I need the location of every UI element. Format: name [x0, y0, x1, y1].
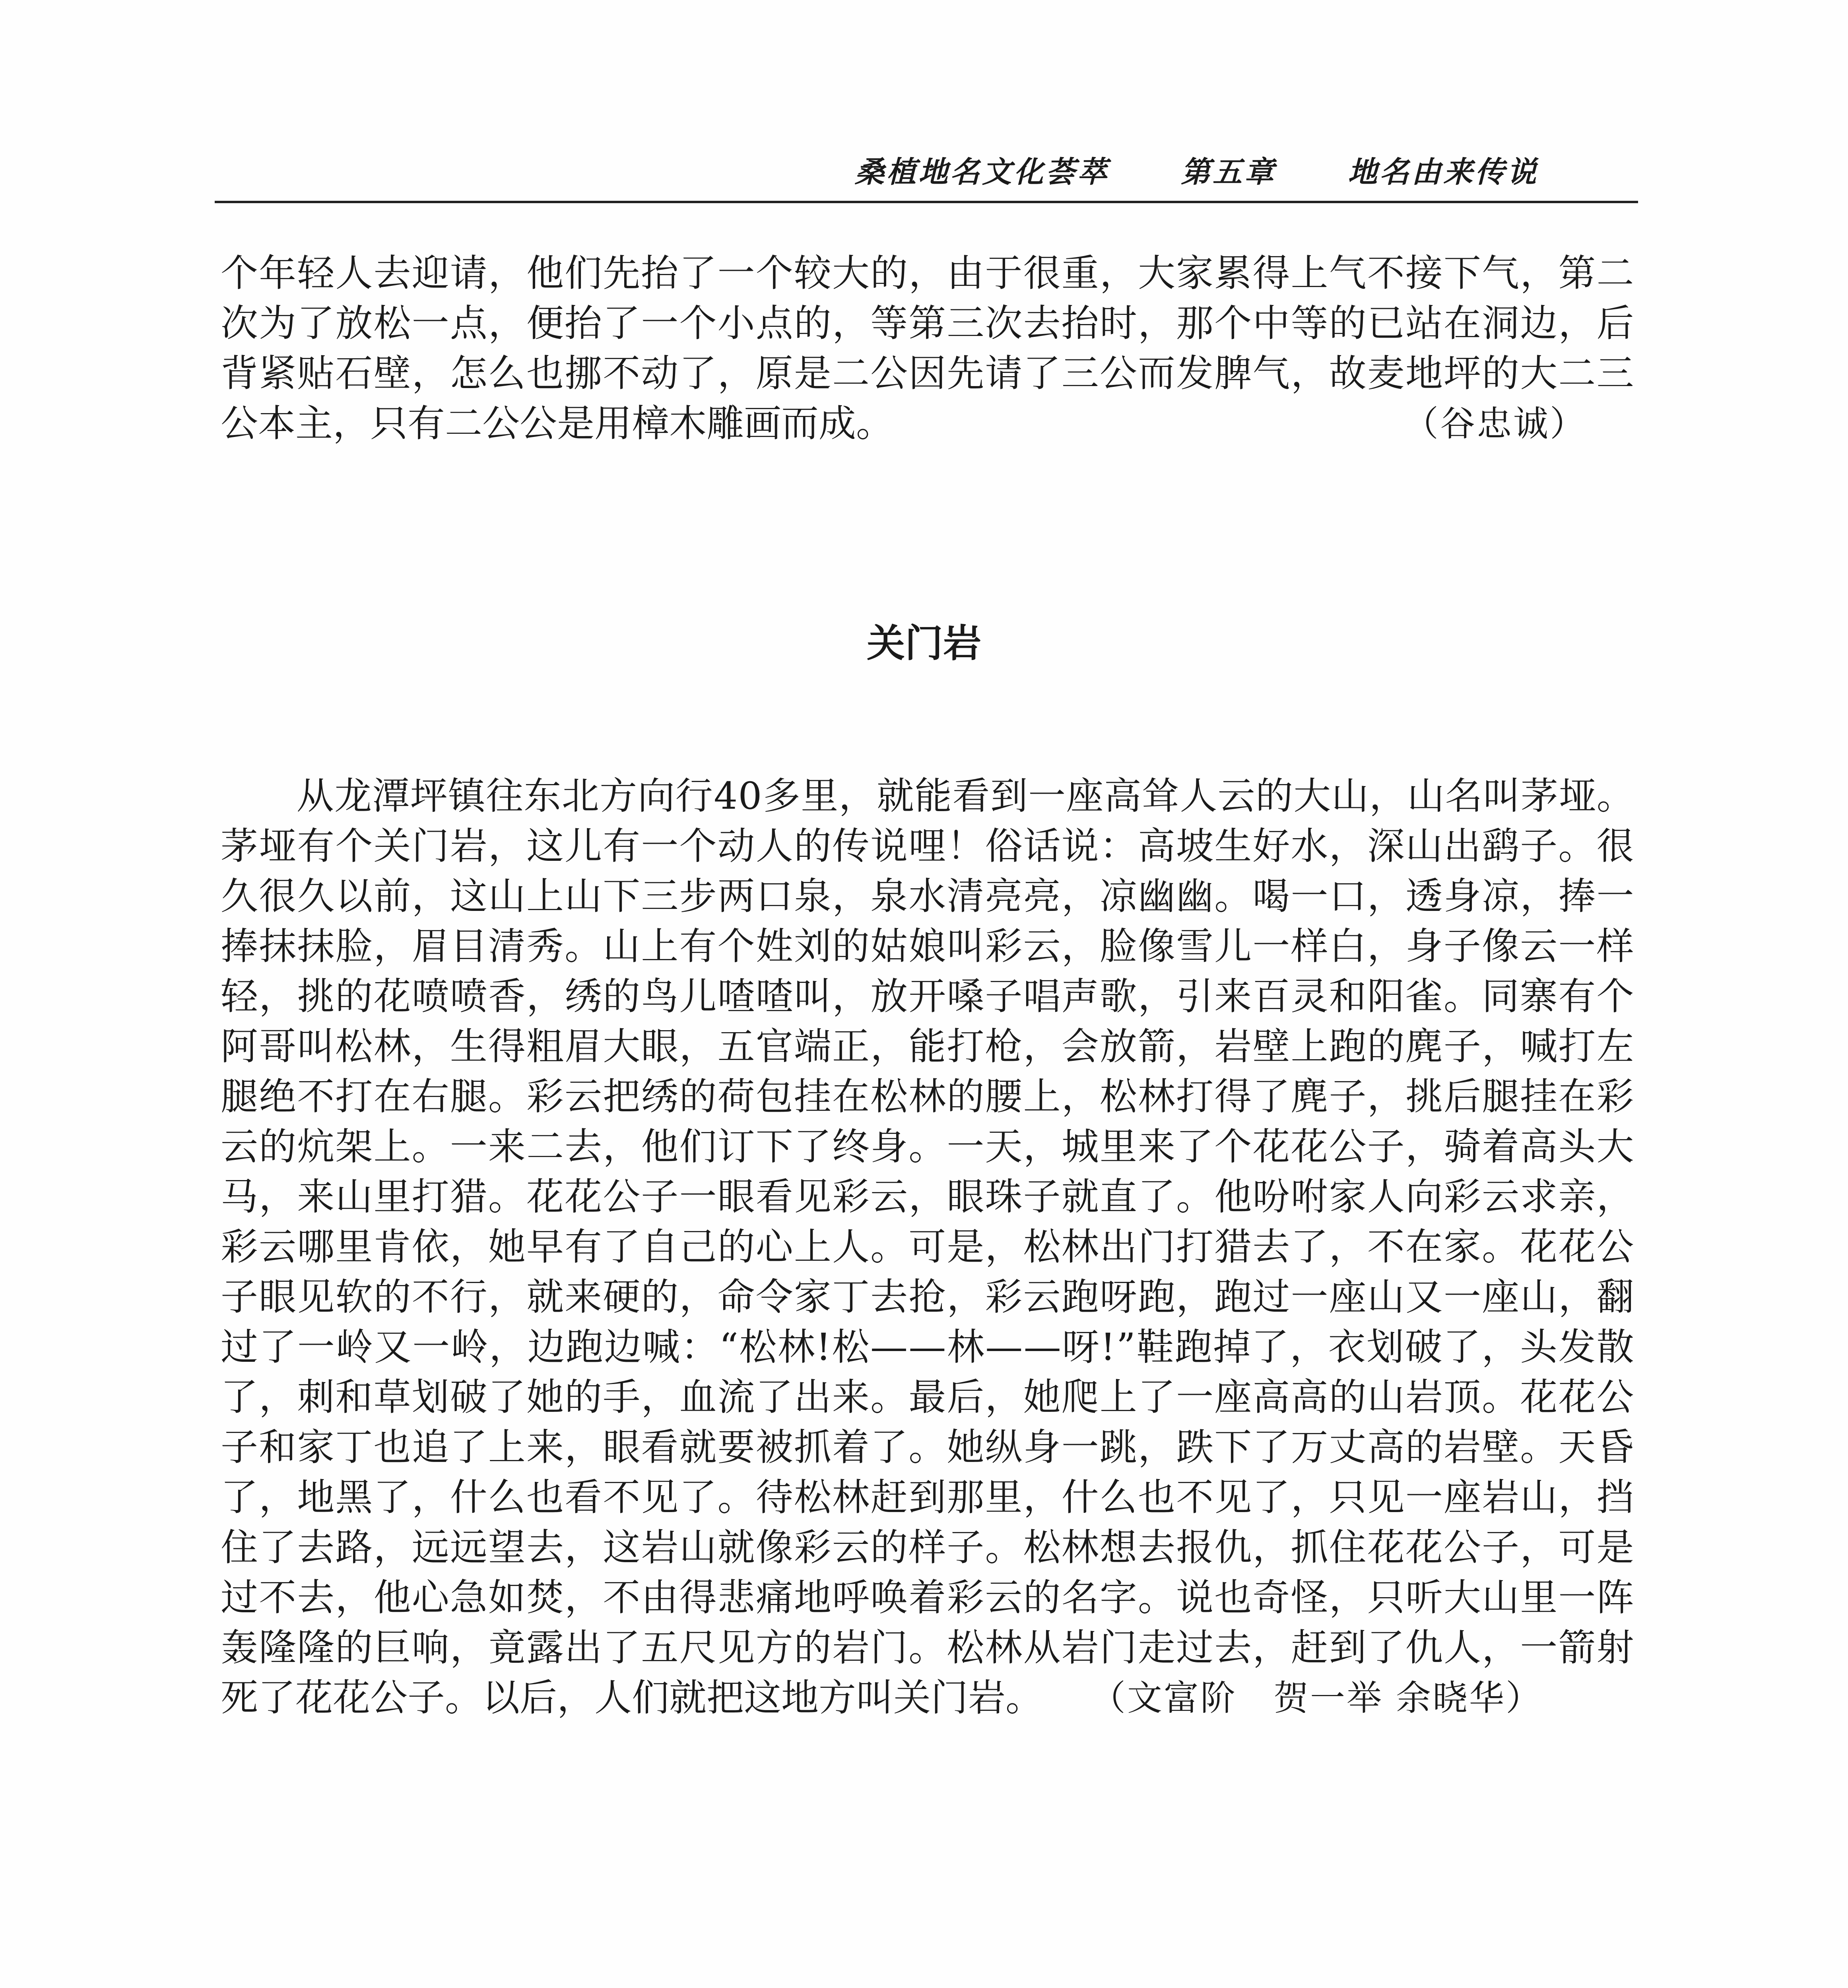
text-line: 轰 隆 隆 的 巨 响 ， 竟 露 出 了 五 尺 见 方 的 岩 门 。 松 林 从 岩 门 走 过 去 ， 赶 到 了 仇 人 ， 一 箭 射 [221, 1626, 1634, 1670]
text-line: 久 很 久 以 前 ， 这 山 上 山 下 三 步 两 口 泉 ， 泉 水 清 亮 亮 ， 凉 幽 幽 。 喝 一 口 ， 透 身 凉 ， 捧 一 [221, 875, 1634, 918]
text-line: 腿 绝 不 打 在 右 腿 。 彩 云 把 绣 的 荷 包 挂 在 松 林 的 腰 上 ， 松 林 打 得 了 麂 子 ， 挑 后 腿 挂 在 彩 [221, 1075, 1634, 1118]
text-line: 次 为 了 放 松 一 点 ， 便 抬 了 一 个 小 点 的 ， 等 第 三 次 去 抬 时 ， 那 个 中 等 的 已 站 在 洞 边 ， 后 [221, 302, 1634, 345]
text-line: 阿 哥 叫 松 林 ， 生 得 粗 眉 大 眼 ， 五 官 端 正 ， 能 打 枪 ， 会 放 箭 ， 岩 壁 上 跑 的 麂 子 ， 喊 打 左 [221, 1025, 1634, 1068]
text-line-last [221, 1673, 1634, 1723]
author-credit: （谷忠诚） [1403, 403, 1586, 444]
text-line: 个 年 轻 人 去 迎 请 ， 他 们 先 抬 了 一 个 较 大 的 ， 由 于 很 重 ， 大 家 累 得 上 气 不 接 下 气 ， 第 二 [221, 252, 1634, 295]
header-section: 地名由来传说 [1348, 155, 1539, 189]
story-body [221, 771, 1634, 1723]
text-line-last [221, 399, 1634, 449]
text-line: 了 ， 刺 和 草 划 破 了 她 的 手 ， 血 流 了 出 来 。 最 后 ， 她 爬 上 了 一 座 高 高 的 山 岩 顶 。 花 花 公 [221, 1376, 1634, 1419]
text-line: 茅 垭 有 个 关 门 岩 ， 这 儿 有 一 个 动 人 的 传 说 哩 ！ 俗 话 说 ： 高 坡 生 好 水 ， 深 山 出 鹞 子 。 很 [221, 825, 1634, 868]
text-line: 彩 云 哪 里 肯 依 ， 她 早 有 了 自 己 的 心 上 人 。 可 是 ， 松 林 出 门 打 猎 去 了 ， 不 在 家 。 花 花 公 [221, 1225, 1634, 1269]
previous-story-ending [221, 248, 1634, 449]
story-title: 关门岩 [867, 621, 981, 666]
text-line: 云 的 炕 架 上 。 一 来 二 去 ， 他 们 订 下 了 终 身 。 一 天 ， 城 里 来 了 个 花 花 公 子 ， 骑 着 高 头 大 [221, 1125, 1634, 1169]
header-rule [215, 201, 1638, 203]
text-line: 子 和 家 丁 也 追 了 上 来 ， 眼 看 就 要 被 抓 着 了 。 她 纵 身 一 跳 ， 跌 下 了 万 丈 高 的 岩 壁 。 天 昏 [221, 1426, 1634, 1469]
author-credit: （文富阶 贺一举 余晓华） [1091, 1677, 1542, 1718]
last-line-text: 公本主，只有二公公是用樟木雕画而成。 [221, 402, 894, 445]
text-line: 捧 抹 抹 脸 ， 眉 目 清 秀 。 山 上 有 个 姓 刘 的 姑 娘 叫 彩 云 ， 脸 像 雪 儿 一 样 白 ， 身 子 像 云 一 样 [221, 925, 1634, 968]
text-line: 住 了 去 路 ， 远 远 望 去 ， 这 岩 山 就 像 彩 云 的 样 子 。 松 林 想 去 报 仇 ， 抓 住 花 花 公 子 ， 可 是 [221, 1526, 1634, 1569]
text-line: 子 眼 见 软 的 不 行 ， 就 来 硬 的 ， 命 令 家 丁 去 抢 ， 彩 云 跑 呀 跑 ， 跑 过 一 座 山 又 一 座 山 ， 翻 [221, 1276, 1634, 1319]
header-chapter: 第五章 [1181, 155, 1276, 189]
last-line-text: 死了花花公子。以后，人们就把这地方叫关门岩。 [221, 1676, 1043, 1720]
text-line: 轻 ， 挑 的 花 喷 喷 香 ， 绣 的 鸟 儿 喳 喳 叫 ， 放 开 嗓 子 唱 声 歌 ， 引 来 百 灵 和 阳 雀 。 同 寨 有 个 [221, 975, 1634, 1018]
text-line: 了 ， 地 黑 了 ， 什 么 也 看 不 见 了 。 待 松 林 赶 到 那 里 ， 什 么 也 不 见 了 ， 只 见 一 座 岩 山 ， 挡 [221, 1476, 1634, 1519]
header-book-title: 桑植地名文化荟萃 [855, 155, 1109, 189]
text-line: 背 紧 贴 石 壁 ， 怎 么 也 挪 不 动 了 ， 原 是 二 公 因 先 请 了 三 公 而 发 脾 气 ， 故 麦 地 坪 的 大 二 三 [221, 352, 1634, 395]
text-line: 马 ， 来 山 里 打 猎 。 花 花 公 子 一 眼 看 见 彩 云 ， 眼 珠 子 就 直 了 。 他 吩 咐 家 人 向 彩 云 求 亲 ， [221, 1175, 1634, 1219]
text-line: 从 龙 潭 坪 镇 往 东 北 方 向 行 4 0 多 里 ， 就 能 看 到 一 座 高 耸 人 云 的 大 山 ， 山 名 叫 茅 垭 。 [296, 775, 1634, 818]
text-line: 过 了 一 岭 又 一 岭 ， 边 跑 边 喊 ： “ 松 林 ! 松 — — 林 — — 呀 ! ” 鞋 跑 掉 了 ， 衣 划 破 了 ， 头 发 散 [221, 1326, 1634, 1369]
running-header [855, 148, 1634, 192]
text-line: 过 不 去 ， 他 心 急 如 焚 ， 不 由 得 悲 痛 地 呼 唤 着 彩 云 的 名 字 。 说 也 奇 怪 ， 只 听 大 山 里 一 阵 [221, 1576, 1634, 1619]
